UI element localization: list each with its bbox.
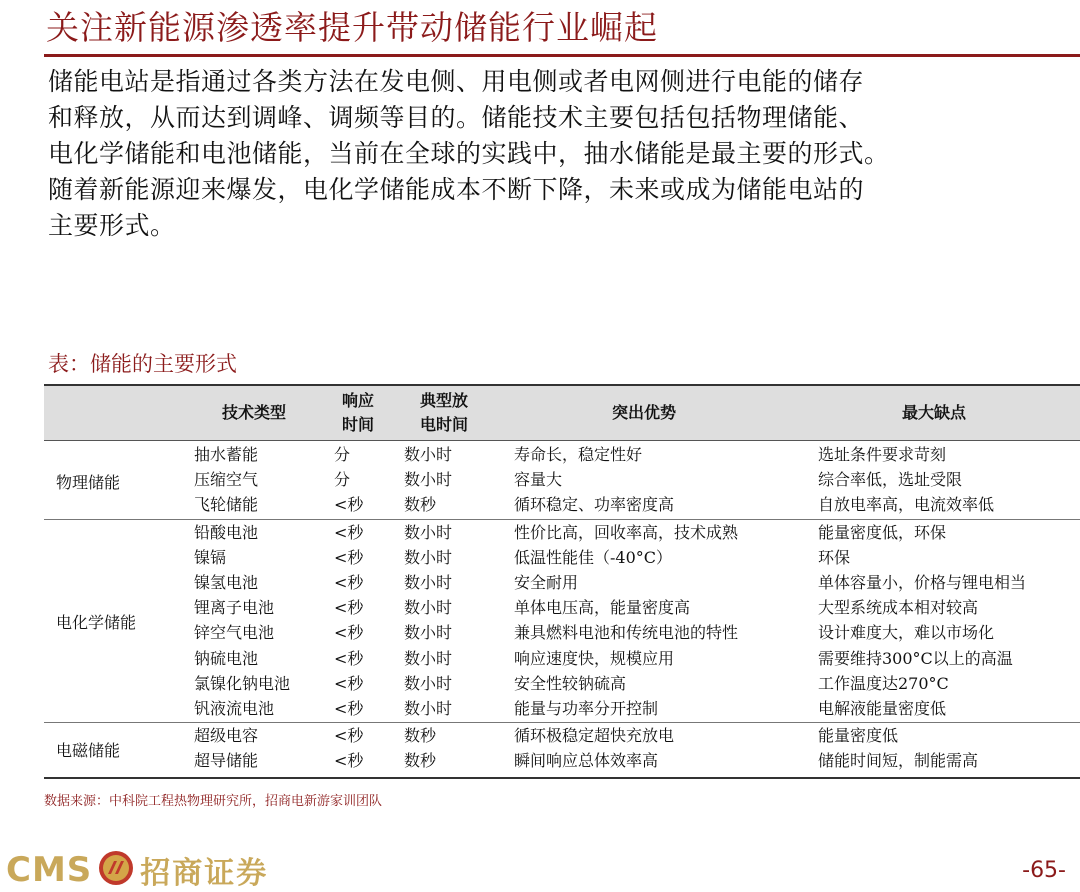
cell-disadvantage: 能量密度低	[818, 726, 899, 746]
data-source: 数据来源：中科院工程热物理研究所，招商电新游家训团队	[44, 794, 383, 809]
cell-response-time: <秒	[334, 522, 364, 542]
cell-advantage: 能量与功率分开控制	[514, 699, 659, 718]
cell-response-time: <秒	[334, 495, 364, 515]
logo-emblem-icon	[98, 850, 134, 890]
cell-disadvantage: 电解液能量密度低	[818, 699, 947, 718]
company-logo	[6, 850, 268, 890]
cell-tech-name: 超导储能	[194, 751, 259, 771]
cell-discharge-time: 数小时	[404, 470, 453, 490]
cell-disadvantage: 需要维持300°C以上的高温	[818, 648, 1013, 668]
paragraph-line: 主要形式。	[48, 211, 176, 240]
paragraph-line: 储能电站是指通过各类方法在发电侧、用电侧或者电网侧进行电能的储存	[48, 67, 865, 96]
cell-discharge-time: 数小时	[404, 699, 453, 718]
cell-response-time: <秒	[334, 726, 364, 746]
group-label: 电磁储能	[56, 741, 121, 761]
cell-tech-name: 氯镍化钠电池	[194, 673, 291, 693]
cell-response-time: <秒	[334, 673, 364, 693]
header-discharge-line: 典型放	[419, 391, 468, 410]
cell-tech-name: 锂离子电池	[194, 598, 275, 618]
page-number: -65-	[1022, 858, 1066, 883]
cell-advantage: 循环极稳定超快充放电	[514, 726, 675, 746]
table-bottom-rule	[44, 777, 1080, 779]
cell-tech-name: 压缩空气	[194, 470, 259, 490]
table-title: 表：储能的主要形式	[48, 352, 237, 376]
cell-discharge-time: 数小时	[404, 522, 453, 542]
header-advantage: 突出优势	[611, 403, 676, 422]
cell-discharge-time: 数小时	[404, 673, 453, 693]
slide-title: 关注新能源渗透率提升带动储能行业崛起	[46, 8, 658, 47]
cell-advantage: 瞬间响应总体效率高	[514, 751, 659, 771]
cell-tech-name: 钒液流电池	[194, 699, 275, 718]
cell-tech-name: 飞轮储能	[194, 495, 259, 515]
cell-disadvantage: 储能时间短，制能需高	[818, 751, 979, 771]
header-discharge-line: 电时间	[419, 415, 468, 434]
group-divider	[44, 722, 1080, 723]
header-response-line: 响应	[341, 391, 374, 410]
cell-disadvantage: 大型系统成本相对较高	[818, 598, 979, 618]
cell-discharge-time: 数秒	[404, 751, 437, 771]
cell-response-time: <秒	[334, 699, 364, 718]
cell-tech-name: 镍氢电池	[194, 573, 259, 592]
paragraph-line: 电化学储能和电池储能，当前在全球的实践中，抽水储能是最主要的形式。	[48, 139, 890, 168]
cell-advantage: 低温性能佳（-40°C）	[514, 547, 673, 567]
cell-advantage: 容量大	[514, 470, 563, 490]
group-label: 电化学储能	[56, 613, 137, 633]
cell-disadvantage: 综合率低，选址受限	[818, 470, 963, 490]
cell-disadvantage: 选址条件要求苛刻	[818, 445, 947, 464]
cell-advantage: 兼具燃料电池和传统电池的特性	[514, 623, 739, 643]
cell-response-time: 分	[334, 445, 351, 464]
logo-chinese: 招商证券	[140, 856, 269, 891]
cell-tech-name: 锌空气电池	[194, 623, 275, 643]
title-divider	[44, 54, 1080, 57]
cell-advantage: 安全性较钠硫高	[514, 673, 627, 693]
header-disadvantage: 最大缺点	[901, 403, 966, 422]
cell-response-time: <秒	[334, 598, 364, 618]
cell-discharge-time: 数小时	[404, 573, 453, 592]
cell-response-time: <秒	[334, 623, 364, 643]
header-rule	[44, 440, 1080, 441]
header-response-time	[330, 389, 386, 437]
cell-discharge-time: 数小时	[404, 623, 453, 643]
cell-advantage: 寿命长，稳定性好	[514, 445, 643, 464]
cell-response-time: <秒	[334, 547, 364, 567]
cell-tech-name: 抽水蓄能	[194, 445, 259, 464]
cell-disadvantage: 工作温度达270°C	[818, 673, 949, 693]
cell-tech-name: 钠硫电池	[194, 648, 259, 668]
header-response-line: 时间	[341, 415, 374, 434]
cell-response-time: 分	[334, 470, 351, 490]
cell-response-time: <秒	[334, 648, 364, 668]
cell-discharge-time: 数秒	[404, 726, 437, 746]
cell-disadvantage: 自放电率高，电流效率低	[818, 495, 995, 515]
cell-advantage: 响应速度快，规模应用	[514, 648, 675, 668]
table-header	[44, 386, 1080, 440]
group-label: 物理储能	[56, 472, 121, 492]
logo-text: CMS	[6, 850, 93, 890]
cell-tech-name: 超级电容	[194, 726, 259, 746]
cell-advantage: 性价比高，回收率高，技术成熟	[514, 522, 739, 542]
cell-advantage: 循环稳定、功率密度高	[514, 495, 675, 515]
cell-advantage: 单体电压高，能量密度高	[514, 598, 691, 618]
cell-response-time: <秒	[334, 573, 364, 592]
cell-advantage: 安全耐用	[514, 573, 579, 592]
cell-disadvantage: 设计难度大，难以市场化	[818, 623, 995, 643]
header-discharge-time	[408, 389, 480, 437]
cell-discharge-time: 数小时	[404, 648, 453, 668]
cell-discharge-time: 数小时	[404, 598, 453, 618]
cell-disadvantage: 单体容量小，价格与锂电相当	[818, 573, 1027, 592]
group-divider	[44, 519, 1080, 520]
intro-paragraph	[48, 64, 1068, 244]
header-tech-type: 技术类型	[221, 403, 286, 422]
cell-tech-name: 铅酸电池	[194, 522, 259, 542]
cell-disadvantage: 环保	[818, 547, 851, 567]
cell-discharge-time: 数小时	[404, 445, 453, 464]
paragraph-line: 和释放，从而达到调峰、调频等目的。储能技术主要包括包括物理储能、	[48, 103, 865, 132]
paragraph-line: 随着新能源迎来爆发，电化学储能成本不断下降，未来或成为储能电站的	[48, 175, 865, 204]
cell-response-time: <秒	[334, 751, 364, 771]
cell-disadvantage: 能量密度低，环保	[818, 522, 947, 542]
cell-tech-name: 镍镉	[194, 547, 227, 567]
cell-discharge-time: 数秒	[404, 495, 437, 515]
cell-discharge-time: 数小时	[404, 547, 453, 567]
